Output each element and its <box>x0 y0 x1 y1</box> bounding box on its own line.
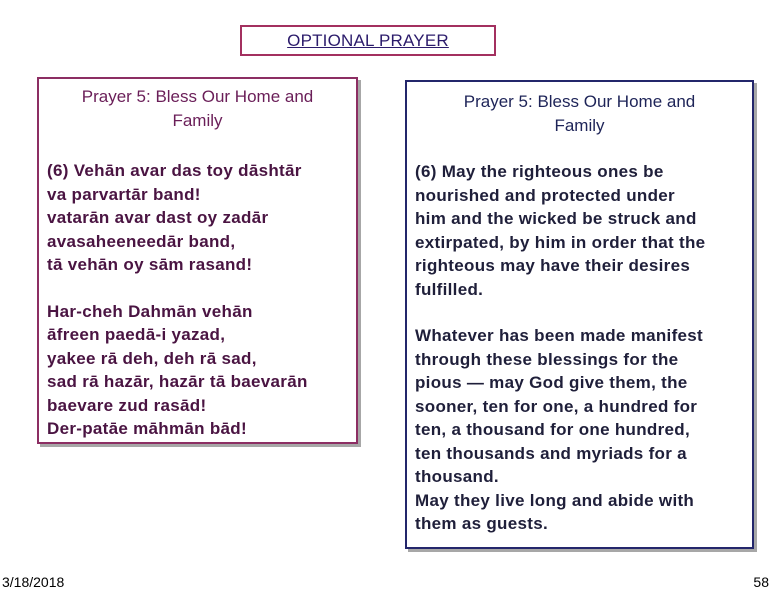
right-panel-paragraph-1: (6) May the righteous ones be nourished and protected under him and the wicked be struck and extirpated, by him in order that the righteous may have their desires fulfilled. <box>415 162 706 299</box>
left-panel-paragraph-2: Har-cheh Dahmān vehān āfreen paedā-i yazad, yakee rā deh, deh rā sad, sad rā hazār, hazār tā baevarān baevare zud rasād! Der-patāe māhmān bād! <box>47 301 308 438</box>
transliteration-panel <box>37 77 358 444</box>
left-panel-title: Prayer 5: Bless Our Home and Family <box>81 87 314 130</box>
right-panel-title: Prayer 5: Bless Our Home and Family <box>463 92 696 135</box>
title-box <box>240 25 496 56</box>
page-number: 58 <box>753 574 769 590</box>
translation-panel <box>405 80 754 549</box>
left-panel-paragraph-1: (6) Vehān avar das toy dāshtār va parvartār band! vatarān avar dast oy zadār avasaheeneedār band, tā vehān oy sām rasand! <box>47 161 302 274</box>
page-title: OPTIONAL PRAYER <box>287 30 449 50</box>
right-panel-paragraph-2: Whatever has been made manifest through these blessings for the pious — may God give them, the sooner, ten for one, a hundred for ten, a thousand for one hundred, ten thousands and myriads for a thousand. May they live long and abide with them as guests. <box>415 326 704 533</box>
footer-date: 3/18/2018 <box>2 574 65 590</box>
